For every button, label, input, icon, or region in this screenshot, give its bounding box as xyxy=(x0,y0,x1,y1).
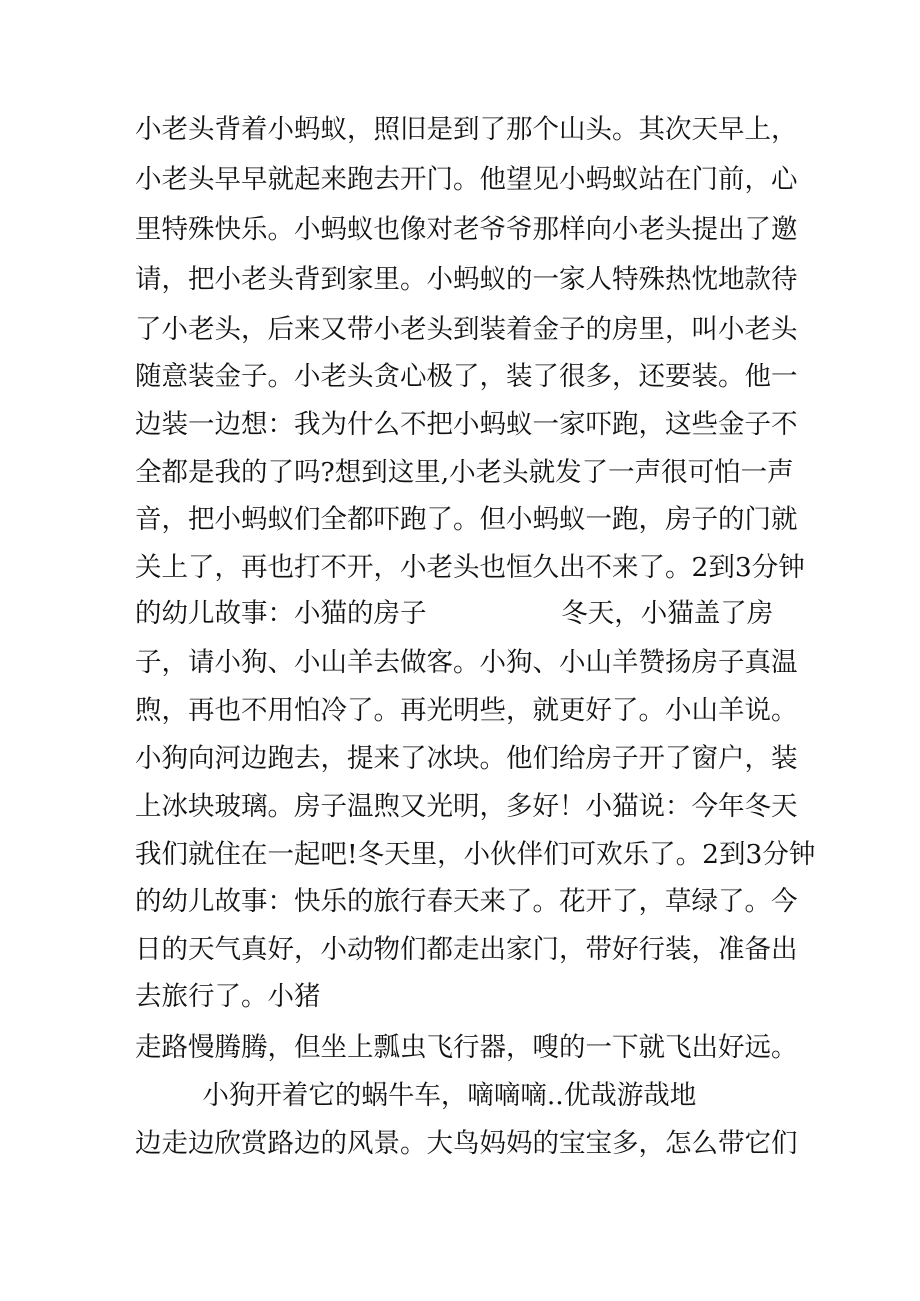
text-line: 上冰块玻璃。房子温煦又光明，多好！小猫说：今年冬天 xyxy=(135,791,798,822)
text-line: 音，把小蚂蚁们全都吓跑了。但小蚂蚁一跑，房子的门就 xyxy=(135,504,798,535)
text-line: 随意装金子。小老头贪心极了，装了很多，还要装。他一 xyxy=(135,361,798,392)
text-line: 关上了，再也打不开，小老头也恒久出不来了。2到3分钟 xyxy=(135,552,805,583)
text-line: 边装一边想：我为什么不把小蚂蚁一家吓跑，这些金子不 xyxy=(135,409,798,440)
text-line: 里特殊快乐。小蚂蚁也像对老爷爷那样向小老头提出了邀 xyxy=(135,214,798,245)
text-line: 去旅行了。小猪 xyxy=(135,981,321,1012)
text-line: 走路慢腾腾，但坐上瓢虫飞行器，嗖的一下就飞出好远。 xyxy=(135,1032,798,1063)
text-line: 了小老头，后来又带小老头到装着金子的房里，叫小老头 xyxy=(135,314,798,345)
text-line: 小狗开着它的蜗牛车，嘀嘀嘀..优哉游哉地 xyxy=(135,1080,697,1111)
text-line: 小狗向河边跑去，提来了冰块。他们给房子开了窗户，装 xyxy=(135,743,798,774)
text-line: 全都是我的了吗?想到这里,小老头就发了一声很可怕一声 xyxy=(135,457,794,488)
text-line: 的幼儿故事：快乐的旅行春天来了。花开了，草绿了。今 xyxy=(135,886,798,917)
text-line: 小老头早早就起来跑去开门。他望见小蚂蚁站在门前，心 xyxy=(135,164,798,195)
text-line: 的幼儿故事：小猫的房子 冬天，小猫盖了房 xyxy=(135,598,774,629)
text-line: 子，请小狗、小山羊去做客。小狗、小山羊赞扬房子真温 xyxy=(135,647,798,678)
text-line: 边走边欣赏路边的风景。大鸟妈妈的宝宝多，怎么带它们 xyxy=(135,1128,798,1159)
text-line: 小老头背着小蚂蚁，照旧是到了那个山头。其次天早上， xyxy=(135,114,798,145)
text-line: 日的天气真好，小动物们都走出家门，带好行装，准备出 xyxy=(135,934,798,965)
text-line: 我们就住在一起吧!冬天里，小伙伴们可欢乐了。2到3分钟 xyxy=(135,839,816,870)
text-line: 煦，再也不用怕冷了。再光明些，就更好了。小山羊说。 xyxy=(135,695,798,726)
text-line: 请，把小老头背到家里。小蚂蚁的一家人特殊热忱地款待 xyxy=(135,264,798,295)
